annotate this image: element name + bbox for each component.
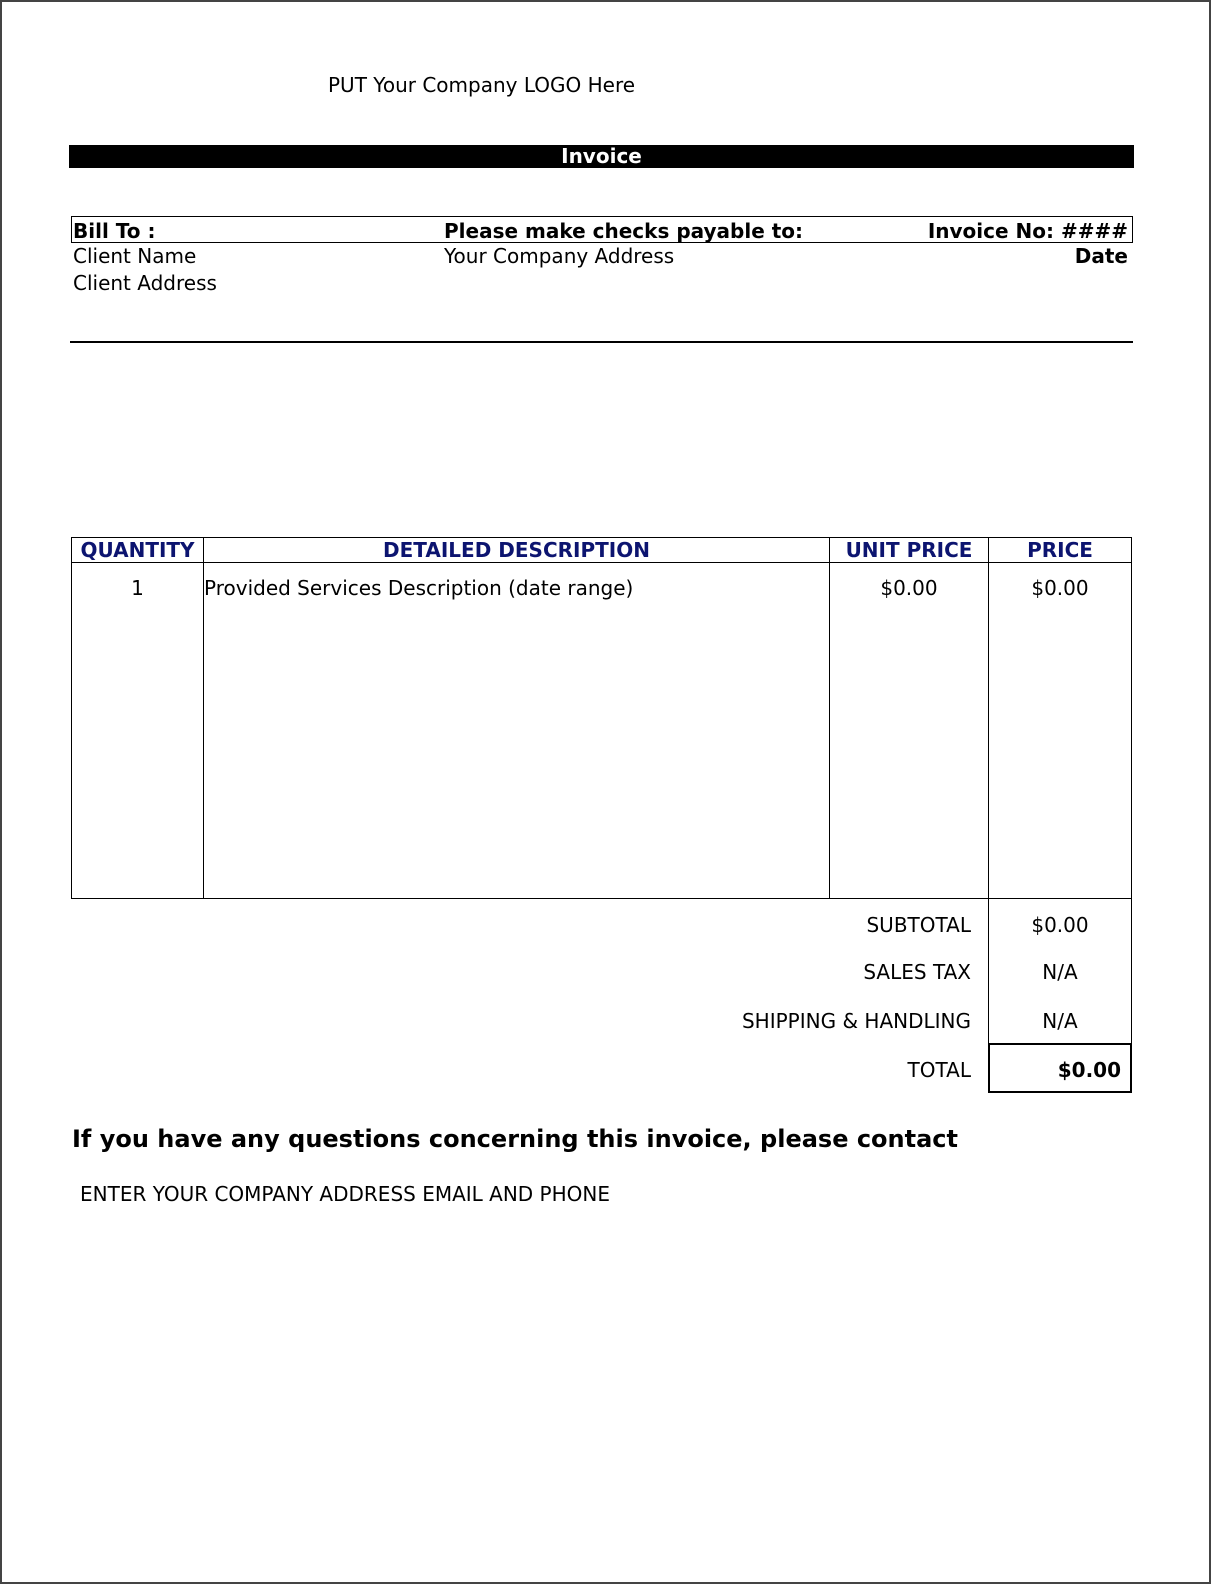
contact-info: ENTER YOUR COMPANY ADDRESS EMAIL AND PHONE [80,1182,610,1206]
table-header-divider [71,562,1132,563]
client-name: Client Name [73,244,197,268]
subtotal-value: $0.00 [1031,913,1089,937]
row-unit-price: $0.00 [880,576,938,600]
client-address: Client Address [73,271,217,295]
subtotal-label: SUBTOTAL [866,913,971,937]
sales-tax-label: SALES TAX [863,960,971,984]
shipping-label: SHIPPING & HANDLING [741,1009,971,1033]
invoice-title: Invoice [69,145,1134,168]
total-label: TOTAL [907,1058,971,1082]
header-price: PRICE [1027,538,1093,562]
sales-tax-value: N/A [1042,960,1078,984]
invoice-date: Date [1074,244,1128,268]
questions-text: If you have any questions concerning this invoice, please contact [72,1125,958,1153]
header-quantity: QUANTITY [80,538,195,562]
row-quantity: 1 [131,576,144,600]
shipping-value: N/A [1042,1009,1078,1033]
header-description: DETAILED DESCRIPTION [383,538,650,562]
total-value: $0.00 [1057,1058,1121,1082]
row-description: Provided Services Description (date range) [204,576,634,600]
payable-label: Please make checks payable to: [444,219,804,243]
company-address: Your Company Address [444,244,675,268]
header-unit-price: UNIT PRICE [845,538,973,562]
bill-to-label: Bill To : [73,219,156,243]
invoice-number: Invoice No: #### [927,219,1128,243]
row-price: $0.00 [1031,576,1089,600]
logo-placeholder: PUT Your Company LOGO Here [328,73,636,97]
billing-divider [70,341,1133,343]
